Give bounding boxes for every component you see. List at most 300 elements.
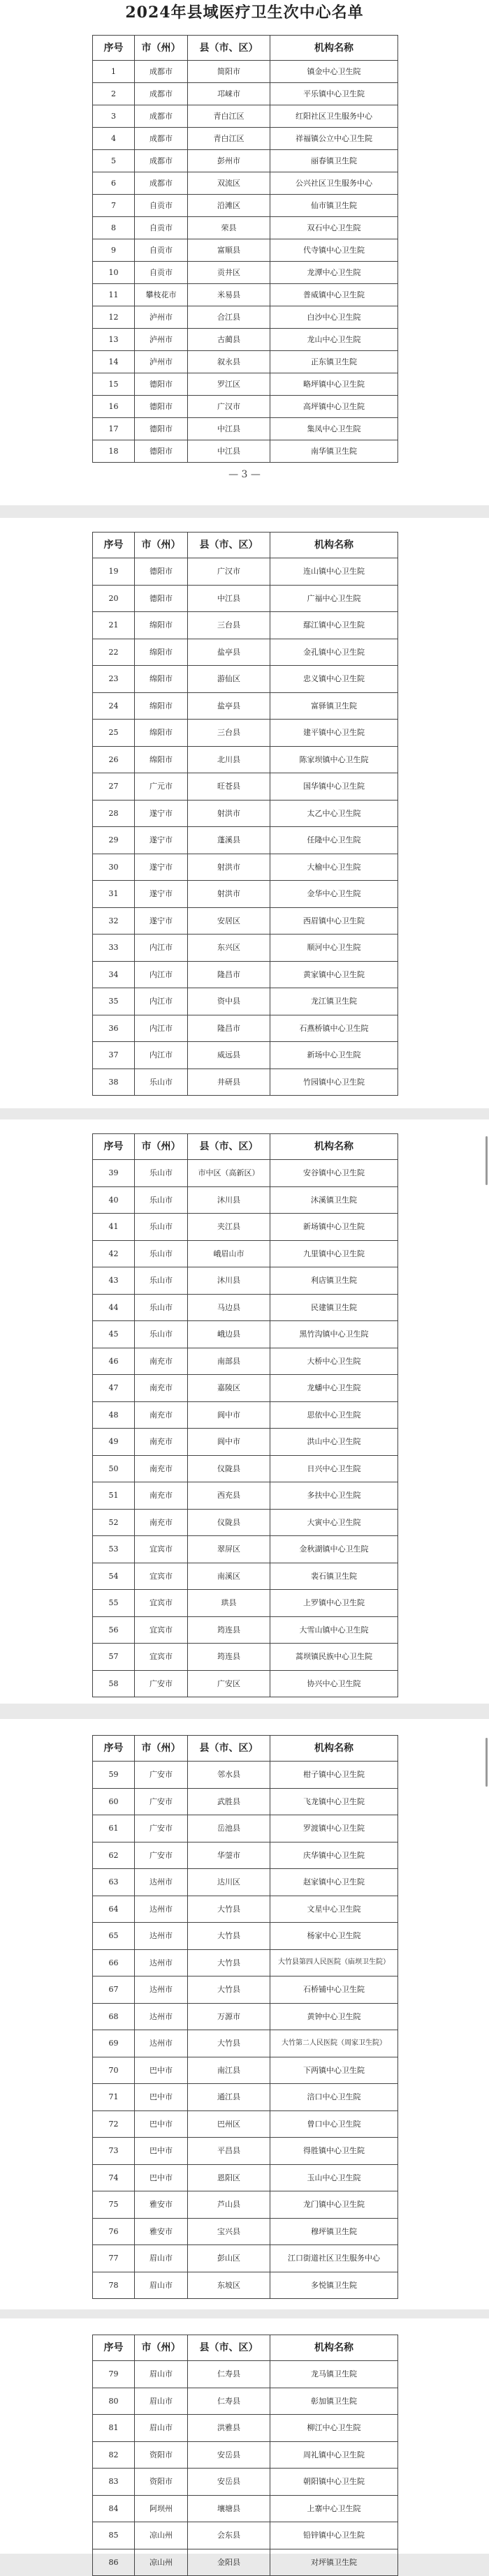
county-cell: 大竹县	[188, 1949, 270, 1976]
county-cell: 邛崃市	[188, 83, 270, 105]
county-cell: 荣县	[188, 217, 270, 239]
row-number: 38	[93, 1069, 135, 1096]
institution-name-cell: 金华中心卫生院	[270, 881, 398, 908]
table-row	[93, 1482, 398, 1510]
county-cell: 隆昌市	[188, 961, 270, 988]
city-cell: 凉山州	[135, 2549, 188, 2576]
table-row	[93, 1455, 398, 1482]
city-cell: 广元市	[135, 773, 188, 801]
county-cell: 南部县	[188, 1348, 270, 1375]
institution-name-cell: 龙潭中心卫生院	[270, 262, 398, 284]
row-number: 61	[93, 1815, 135, 1842]
column-header: 序号	[93, 1134, 135, 1160]
table-row	[93, 1670, 398, 1697]
column-header: 机构名称	[270, 533, 398, 558]
institution-name-cell: 龙门镇中心卫生院	[270, 2191, 398, 2219]
institution-name-cell: 多扶中心卫生院	[270, 1482, 398, 1510]
column-header: 县（市、区）	[188, 1736, 270, 1762]
row-number: 30	[93, 854, 135, 881]
institution-name-cell: 集凤中心卫生院	[270, 418, 398, 440]
county-cell: 三台县	[188, 720, 270, 747]
row-number: 65	[93, 1923, 135, 1950]
scrollbar-thumb[interactable]	[486, 1136, 488, 1185]
county-cell: 东兴区	[188, 935, 270, 962]
county-cell: 旺苍县	[188, 773, 270, 801]
county-cell: 叙永县	[188, 351, 270, 373]
county-cell: 通江县	[188, 2084, 270, 2111]
table-row	[93, 1869, 398, 1896]
table-row	[93, 2110, 398, 2138]
row-number: 84	[93, 2495, 135, 2522]
institution-name-cell: 富驿镇卫生院	[270, 692, 398, 720]
city-cell: 达州市	[135, 1923, 188, 1950]
table-row	[93, 329, 398, 351]
table-row	[93, 746, 398, 773]
county-cell: 井研县	[188, 1069, 270, 1096]
row-number: 83	[93, 2469, 135, 2496]
row-number: 31	[93, 881, 135, 908]
institution-name-cell: 金孔镇中心卫生院	[270, 639, 398, 666]
county-cell: 会东县	[188, 2522, 270, 2549]
table-row	[93, 1923, 398, 1950]
table-row	[93, 2245, 398, 2272]
county-cell: 珙县	[188, 1590, 270, 1617]
row-number: 73	[93, 2138, 135, 2165]
institution-name-cell: 平乐镇中心卫生院	[270, 83, 398, 105]
row-number: 19	[93, 558, 135, 586]
table-row	[93, 2549, 398, 2576]
county-cell: 大竹县	[188, 1976, 270, 2004]
institution-name-cell: 丽春镇卫生院	[270, 150, 398, 172]
row-number: 68	[93, 2003, 135, 2030]
table-row	[93, 2057, 398, 2084]
column-header: 序号	[93, 36, 135, 61]
row-number: 49	[93, 1429, 135, 1456]
row-number: 27	[93, 773, 135, 801]
institution-name-cell: 竹园镇中心卫生院	[270, 1069, 398, 1096]
table-row	[93, 2272, 398, 2299]
county-cell: 青白江区	[188, 128, 270, 150]
row-number: 46	[93, 1348, 135, 1375]
city-cell: 南充市	[135, 1401, 188, 1429]
county-cell: 筠连县	[188, 1616, 270, 1644]
institution-name-cell: 赵家镇中心卫生院	[270, 1869, 398, 1896]
institution-name-cell: 南华镇卫生院	[270, 440, 398, 463]
table-row	[93, 1015, 398, 1042]
city-cell: 南充市	[135, 1509, 188, 1536]
table-row	[93, 2415, 398, 2442]
county-cell: 中江县	[188, 440, 270, 463]
row-number: 29	[93, 827, 135, 854]
city-cell: 南充市	[135, 1375, 188, 1402]
table-row	[93, 373, 398, 396]
city-cell: 巴中市	[135, 2057, 188, 2084]
column-header: 县（市、区）	[188, 36, 270, 61]
table-row	[93, 262, 398, 284]
table-row	[93, 1949, 398, 1976]
county-cell: 平昌县	[188, 2138, 270, 2165]
table-row	[93, 1294, 398, 1321]
institution-name-cell: 连山镇中心卫生院	[270, 558, 398, 586]
county-cell: 东坡区	[188, 2272, 270, 2299]
city-cell: 遂宁市	[135, 854, 188, 881]
county-cell: 阆中市	[188, 1429, 270, 1456]
institution-name-cell: 仙市镇卫生院	[270, 195, 398, 217]
city-cell: 眉山市	[135, 2388, 188, 2415]
table-row	[93, 2003, 398, 2030]
institution-name-cell: 朝阳镇中心卫生院	[270, 2469, 398, 2496]
institution-name-cell: 黄家镇中心卫生院	[270, 961, 398, 988]
county-cell: 金阳县	[188, 2549, 270, 2576]
row-number: 8	[93, 217, 135, 239]
city-cell: 资阳市	[135, 2469, 188, 2496]
institution-name-cell: 曾口中心卫生院	[270, 2110, 398, 2138]
city-cell: 广安市	[135, 1670, 188, 1697]
institution-name-cell: 顺河中心卫生院	[270, 935, 398, 962]
county-cell: 北川县	[188, 746, 270, 773]
institution-name-cell: 国华镇中心卫生院	[270, 773, 398, 801]
table-row	[93, 2469, 398, 2496]
column-header: 序号	[93, 1736, 135, 1762]
institution-name-cell: 利店镇卫生院	[270, 1267, 398, 1295]
row-number: 78	[93, 2272, 135, 2299]
table-row	[93, 1042, 398, 1069]
county-cell: 翠屏区	[188, 1536, 270, 1563]
city-cell: 绵阳市	[135, 666, 188, 693]
county-cell: 隆昌市	[188, 1015, 270, 1042]
institution-name-cell: 江口街道社区卫生服务中心	[270, 2245, 398, 2272]
row-number: 15	[93, 373, 135, 396]
table-row	[93, 827, 398, 854]
row-number: 20	[93, 585, 135, 612]
city-cell: 内江市	[135, 935, 188, 962]
county-cell: 广汉市	[188, 396, 270, 418]
city-cell: 雅安市	[135, 2191, 188, 2219]
institution-name-cell: 多悦镇卫生院	[270, 2272, 398, 2299]
institution-name-cell: 石桥铺中心卫生院	[270, 1976, 398, 2004]
table-row	[93, 105, 398, 128]
city-cell: 达州市	[135, 1869, 188, 1896]
institution-name-cell: 柳江中心卫生院	[270, 2415, 398, 2442]
table-row	[93, 2084, 398, 2111]
row-number: 79	[93, 2361, 135, 2388]
table-row	[93, 396, 398, 418]
row-number: 14	[93, 351, 135, 373]
scrollbar-thumb[interactable]	[486, 1738, 488, 1787]
table-row	[93, 83, 398, 105]
row-number: 80	[93, 2388, 135, 2415]
institution-name-cell: 民建镇卫生院	[270, 1294, 398, 1321]
county-cell: 南江县	[188, 2057, 270, 2084]
county-cell: 射洪市	[188, 854, 270, 881]
city-cell: 宜宾市	[135, 1590, 188, 1617]
row-number: 55	[93, 1590, 135, 1617]
row-number: 13	[93, 329, 135, 351]
county-cell: 武胜县	[188, 1788, 270, 1815]
county-cell: 芦山县	[188, 2191, 270, 2219]
table-row	[93, 217, 398, 239]
table-row	[93, 128, 398, 150]
city-cell: 绵阳市	[135, 692, 188, 720]
city-cell: 泸州市	[135, 306, 188, 329]
table-row	[93, 1401, 398, 1429]
county-cell: 罗江区	[188, 373, 270, 396]
row-number: 2	[93, 83, 135, 105]
county-cell: 沿滩区	[188, 195, 270, 217]
city-cell: 广安市	[135, 1762, 188, 1789]
row-number: 62	[93, 1842, 135, 1869]
row-number: 59	[93, 1762, 135, 1789]
row-number: 28	[93, 800, 135, 827]
county-cell: 洪雅县	[188, 2415, 270, 2442]
table-row	[93, 558, 398, 586]
city-cell: 绵阳市	[135, 612, 188, 639]
city-cell: 自贡市	[135, 239, 188, 262]
document-title: 2024年县域医疗卫生次中心名单	[125, 3, 364, 22]
table-header-row	[93, 36, 398, 61]
institution-name-cell: 下两镇中心卫生院	[270, 2057, 398, 2084]
institution-name-cell: 周礼镇中心卫生院	[270, 2441, 398, 2469]
institution-name-cell: 裴石镇卫生院	[270, 1563, 398, 1590]
city-cell: 攀枝花市	[135, 284, 188, 306]
city-cell: 资阳市	[135, 2441, 188, 2469]
institution-name-cell: 铅锌镇中心卫生院	[270, 2522, 398, 2549]
city-cell: 乐山市	[135, 1294, 188, 1321]
institution-name-cell: 洪山中心卫生院	[270, 1429, 398, 1456]
column-header: 县（市、区）	[188, 2335, 270, 2361]
table-row	[93, 881, 398, 908]
institution-name-cell: 柑子镇中心卫生院	[270, 1762, 398, 1789]
county-cell: 古蔺县	[188, 329, 270, 351]
county-cell: 沐川县	[188, 1186, 270, 1214]
page-number: — 3 —	[228, 469, 261, 480]
row-number: 76	[93, 2218, 135, 2245]
column-header: 机构名称	[270, 1736, 398, 1762]
county-cell: 市中区（高新区）	[188, 1160, 270, 1187]
table-row	[93, 61, 398, 83]
institution-name-cell: 杨家中心卫生院	[270, 1923, 398, 1950]
city-cell: 乐山市	[135, 1069, 188, 1096]
city-cell: 达州市	[135, 2003, 188, 2030]
row-number: 22	[93, 639, 135, 666]
column-header: 机构名称	[270, 2335, 398, 2361]
table-row	[93, 2361, 398, 2388]
table-row	[93, 1815, 398, 1842]
institution-name-cell: 高坪镇中心卫生院	[270, 396, 398, 418]
row-number: 70	[93, 2057, 135, 2084]
city-cell: 乐山市	[135, 1186, 188, 1214]
row-number: 39	[93, 1160, 135, 1187]
row-number: 1	[93, 61, 135, 83]
institution-name-cell: 石燕桥镇中心卫生院	[270, 1015, 398, 1042]
county-cell: 射洪市	[188, 800, 270, 827]
table-row	[93, 1069, 398, 1096]
city-cell: 宜宾市	[135, 1644, 188, 1671]
city-cell: 眉山市	[135, 2415, 188, 2442]
county-cell: 广安区	[188, 1670, 270, 1697]
table-row	[93, 1644, 398, 1671]
row-number: 47	[93, 1375, 135, 1402]
table-header-row	[93, 1134, 398, 1160]
city-cell: 自贡市	[135, 217, 188, 239]
row-number: 9	[93, 239, 135, 262]
table-row	[93, 1788, 398, 1815]
row-number: 69	[93, 2030, 135, 2057]
city-cell: 内江市	[135, 988, 188, 1015]
institution-name-cell: 新场中心卫生院	[270, 1042, 398, 1069]
column-header: 机构名称	[270, 1134, 398, 1160]
row-number: 81	[93, 2415, 135, 2442]
row-number: 67	[93, 1976, 135, 2004]
institution-name-cell: 穆坪镇卫生院	[270, 2218, 398, 2245]
table-row	[93, 1375, 398, 1402]
county-cell: 青白江区	[188, 105, 270, 128]
county-cell: 三台县	[188, 612, 270, 639]
county-cell: 安居区	[188, 907, 270, 935]
column-header: 市（州）	[135, 1134, 188, 1160]
institution-name-cell: 祥福镇公立中心卫生院	[270, 128, 398, 150]
row-number: 16	[93, 396, 135, 418]
table-row	[93, 773, 398, 801]
institution-name-cell: 上罗镇中心卫生院	[270, 1590, 398, 1617]
county-cell: 富顺县	[188, 239, 270, 262]
city-cell: 宜宾市	[135, 1536, 188, 1563]
institution-name-cell: 文星中心卫生院	[270, 1896, 398, 1923]
row-number: 54	[93, 1563, 135, 1590]
city-cell: 南充市	[135, 1482, 188, 1510]
city-cell: 凉山州	[135, 2522, 188, 2549]
county-cell: 马边县	[188, 1294, 270, 1321]
table-row	[93, 2441, 398, 2469]
table-row	[93, 935, 398, 962]
row-number: 71	[93, 2084, 135, 2111]
city-cell: 南充市	[135, 1429, 188, 1456]
row-number: 48	[93, 1401, 135, 1429]
institution-name-cell: 大竹县第四人民医院（庙坝卫生院）	[270, 1949, 398, 1976]
institution-name-cell: 白沙中心卫生院	[270, 306, 398, 329]
institution-name-cell: 罗渡镇中心卫生院	[270, 1815, 398, 1842]
row-number: 26	[93, 746, 135, 773]
row-number: 56	[93, 1616, 135, 1644]
column-header: 机构名称	[270, 36, 398, 61]
table-row	[93, 666, 398, 693]
table-row	[93, 639, 398, 666]
institution-name-cell: 飞龙镇中心卫生院	[270, 1788, 398, 1815]
table-row	[93, 1267, 398, 1295]
county-cell: 南溪区	[188, 1563, 270, 1590]
county-cell: 威远县	[188, 1042, 270, 1069]
city-cell: 广安市	[135, 1815, 188, 1842]
city-cell: 德阳市	[135, 585, 188, 612]
county-cell: 安岳县	[188, 2469, 270, 2496]
city-cell: 眉山市	[135, 2272, 188, 2299]
institution-table	[92, 532, 398, 1096]
row-number: 5	[93, 150, 135, 172]
county-cell: 双流区	[188, 172, 270, 195]
row-number: 12	[93, 306, 135, 329]
row-number: 11	[93, 284, 135, 306]
institution-name-cell: 西眉镇中心卫生院	[270, 907, 398, 935]
institution-name-cell: 红阳社区卫生服务中心	[270, 105, 398, 128]
city-cell: 遂宁市	[135, 800, 188, 827]
institution-name-cell: 公兴社区卫生服务中心	[270, 172, 398, 195]
column-header: 县（市、区）	[188, 1134, 270, 1160]
city-cell: 德阳市	[135, 418, 188, 440]
table-row	[93, 2522, 398, 2549]
table-row	[93, 284, 398, 306]
table-row	[93, 1616, 398, 1644]
institution-name-cell: 广福中心卫生院	[270, 585, 398, 612]
county-cell: 广汉市	[188, 558, 270, 586]
institution-name-cell: 鄢江镇中心卫生院	[270, 612, 398, 639]
county-cell: 米易县	[188, 284, 270, 306]
table-row	[93, 440, 398, 463]
institution-name-cell: 金秋湖镇中心卫生院	[270, 1536, 398, 1563]
institution-name-cell: 普威镇中心卫生院	[270, 284, 398, 306]
row-number: 77	[93, 2245, 135, 2272]
city-cell: 泸州市	[135, 351, 188, 373]
table-row	[93, 418, 398, 440]
table-row	[93, 720, 398, 747]
county-cell: 壤塘县	[188, 2495, 270, 2522]
county-cell: 恩阳区	[188, 2164, 270, 2191]
county-cell: 简阳市	[188, 61, 270, 83]
row-number: 64	[93, 1896, 135, 1923]
county-cell: 资中县	[188, 988, 270, 1015]
institution-name-cell: 黑竹沟镇中心卫生院	[270, 1321, 398, 1348]
row-number: 57	[93, 1644, 135, 1671]
institution-name-cell: 大寅中心卫生院	[270, 1509, 398, 1536]
city-cell: 达州市	[135, 1976, 188, 2004]
row-number: 32	[93, 907, 135, 935]
city-cell: 乐山市	[135, 1240, 188, 1267]
city-cell: 内江市	[135, 961, 188, 988]
county-cell: 筠连县	[188, 1644, 270, 1671]
table-row	[93, 1896, 398, 1923]
table-row	[93, 239, 398, 262]
county-cell: 华蓥市	[188, 1842, 270, 1869]
city-cell: 巴中市	[135, 2164, 188, 2191]
row-number: 63	[93, 1869, 135, 1896]
county-cell: 安岳县	[188, 2441, 270, 2469]
table-row	[93, 2495, 398, 2522]
row-number: 75	[93, 2191, 135, 2219]
table-row	[93, 988, 398, 1015]
county-cell: 阆中市	[188, 1401, 270, 1429]
institution-name-cell: 庆华镇中心卫生院	[270, 1842, 398, 1869]
row-number: 45	[93, 1321, 135, 1348]
institution-name-cell: 日兴中心卫生院	[270, 1455, 398, 1482]
table-row	[93, 1348, 398, 1375]
institution-table	[92, 2335, 398, 2576]
county-cell: 岳池县	[188, 1815, 270, 1842]
table-row	[93, 2138, 398, 2165]
institution-table	[92, 35, 398, 463]
institution-name-cell: 彰加镇卫生院	[270, 2388, 398, 2415]
institution-name-cell: 大榆中心卫生院	[270, 854, 398, 881]
table-row	[93, 2164, 398, 2191]
row-number: 4	[93, 128, 135, 150]
institution-name-cell: 太乙中心卫生院	[270, 800, 398, 827]
row-number: 33	[93, 935, 135, 962]
column-header: 序号	[93, 2335, 135, 2361]
city-cell: 巴中市	[135, 2138, 188, 2165]
row-number: 34	[93, 961, 135, 988]
city-cell: 德阳市	[135, 558, 188, 586]
column-header: 市（州）	[135, 1736, 188, 1762]
institution-table	[92, 1735, 398, 2299]
institution-name-cell: 大竹第二人民医院（周家卫生院）	[270, 2030, 398, 2057]
